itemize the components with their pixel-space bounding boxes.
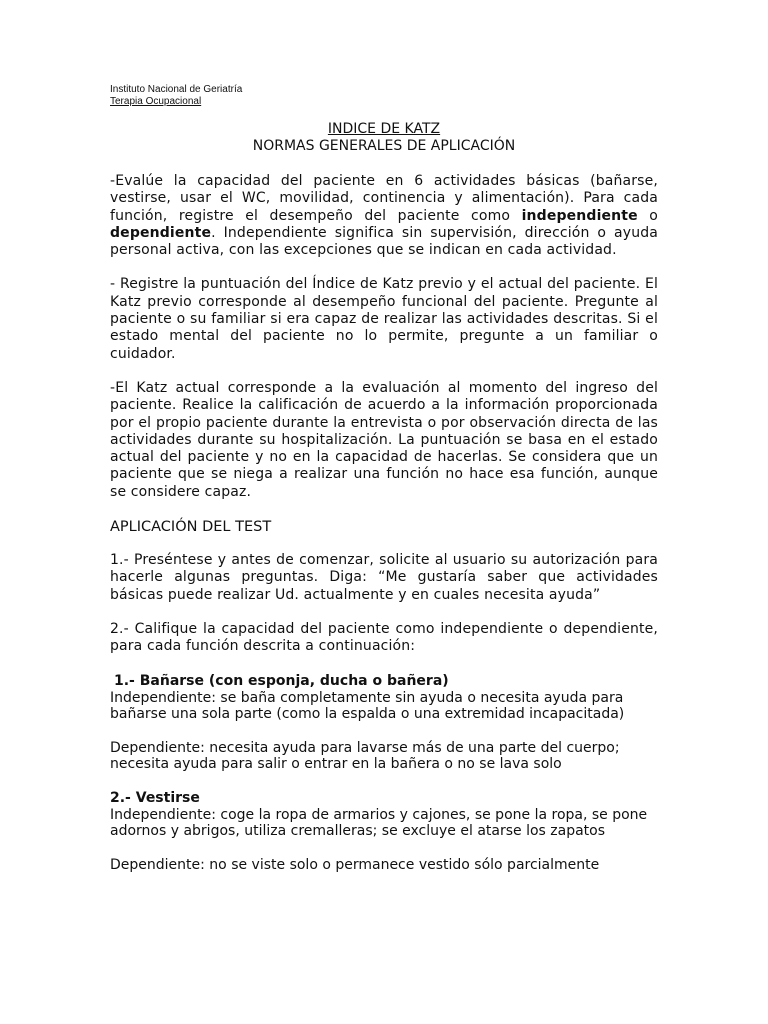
intro-paragraph-3: -El Katz actual corresponde a la evaluación al momento del ingreso del paciente. Realice la calificación de acuerdo a la información proporcionada por el propio paciente durante la entrevista o por observación directa de las actividades durante su hospitalización. La puntuación se basa en el estado actual del paciente y no en la capacidad de hacerlas. Se considera que un paciente que se niega a realizar una función no hace esa función, aunque se considere capaz. xyxy=(110,379,658,500)
application-step-1: 1.- Preséntese y antes de comenzar, solicite al usuario su autorización para hacerle algunas preguntas. Diga: “Me gustaría saber que actividades básicas puede realizar Ud. actualmente y en cuales necesita ayuda” xyxy=(110,552,658,603)
document-content xyxy=(110,84,658,890)
institution-name: Instituto Nacional de Geriatría xyxy=(110,84,243,95)
intro-paragraph-1 xyxy=(110,173,658,259)
title-block xyxy=(110,121,658,155)
function-banarse-independent: Independiente: se baña completamente sin ayuda o necesita ayuda para bañarse una sola parte (como la espalda o una extremidad incapacitada) xyxy=(110,689,625,723)
intro-p1-text-a: -Evalúe la capacidad del paciente en 6 actividades básicas (bañarse, vestirse, usar el WC, movilidad, continencia y alimentación). Para cada función, registre el desempeño del paciente como xyxy=(110,173,658,224)
document-subtitle: NORMAS GENERALES DE APLICACIÓN xyxy=(252,138,516,154)
intro-paragraph-2: - Registre la puntuación del Índice de Katz previo y el actual del paciente. El Katz previo corresponde al desempeño funcional del paciente. Pregunte al paciente o su familiar si era capaz de realizar las actividades descritas. Si el estado mental del paciente no lo permite, pregunte a un familiar o cuidador. xyxy=(110,276,658,362)
intro-p1-bold-independiente: independiente xyxy=(521,207,638,224)
application-heading: APLICACIÓN DEL TEST xyxy=(110,519,272,536)
department-name: Terapia Ocupacional xyxy=(110,96,202,107)
function-banarse-dependent: Dependiente: necesita ayuda para lavarse más de una parte del cuerpo; necesita ayuda para salir o entrar en la bañera o no se lava solo xyxy=(110,739,620,773)
application-step-2: 2.- Califique la capacidad del paciente como independiente o dependiente, para cada función descrita a continuación: xyxy=(110,620,658,655)
intro-p1-text-c: . Independiente significa sin supervisión, dirección o ayuda personal activa, con las excepciones que se indican en cada actividad. xyxy=(110,224,658,259)
function-vestirse-dependent: Dependiente: no se viste solo o permanece vestido sólo parcialmente xyxy=(110,856,600,873)
function-heading-vestirse: 2.- Vestirse xyxy=(110,789,200,806)
document-title: INDICE DE KATZ xyxy=(327,121,441,137)
intro-p1-text-b: o xyxy=(637,207,658,224)
intro-p1-bold-dependiente: dependiente xyxy=(110,224,212,241)
function-heading-banarse: 1.- Bañarse (con esponja, ducha o bañera) xyxy=(114,672,449,689)
function-vestirse-independent: Independiente: coge la ropa de armarios y cajones, se pone la ropa, se pone adornos y abrigos, utiliza cremalleras; se excluye el atarse los zapatos xyxy=(110,806,648,840)
